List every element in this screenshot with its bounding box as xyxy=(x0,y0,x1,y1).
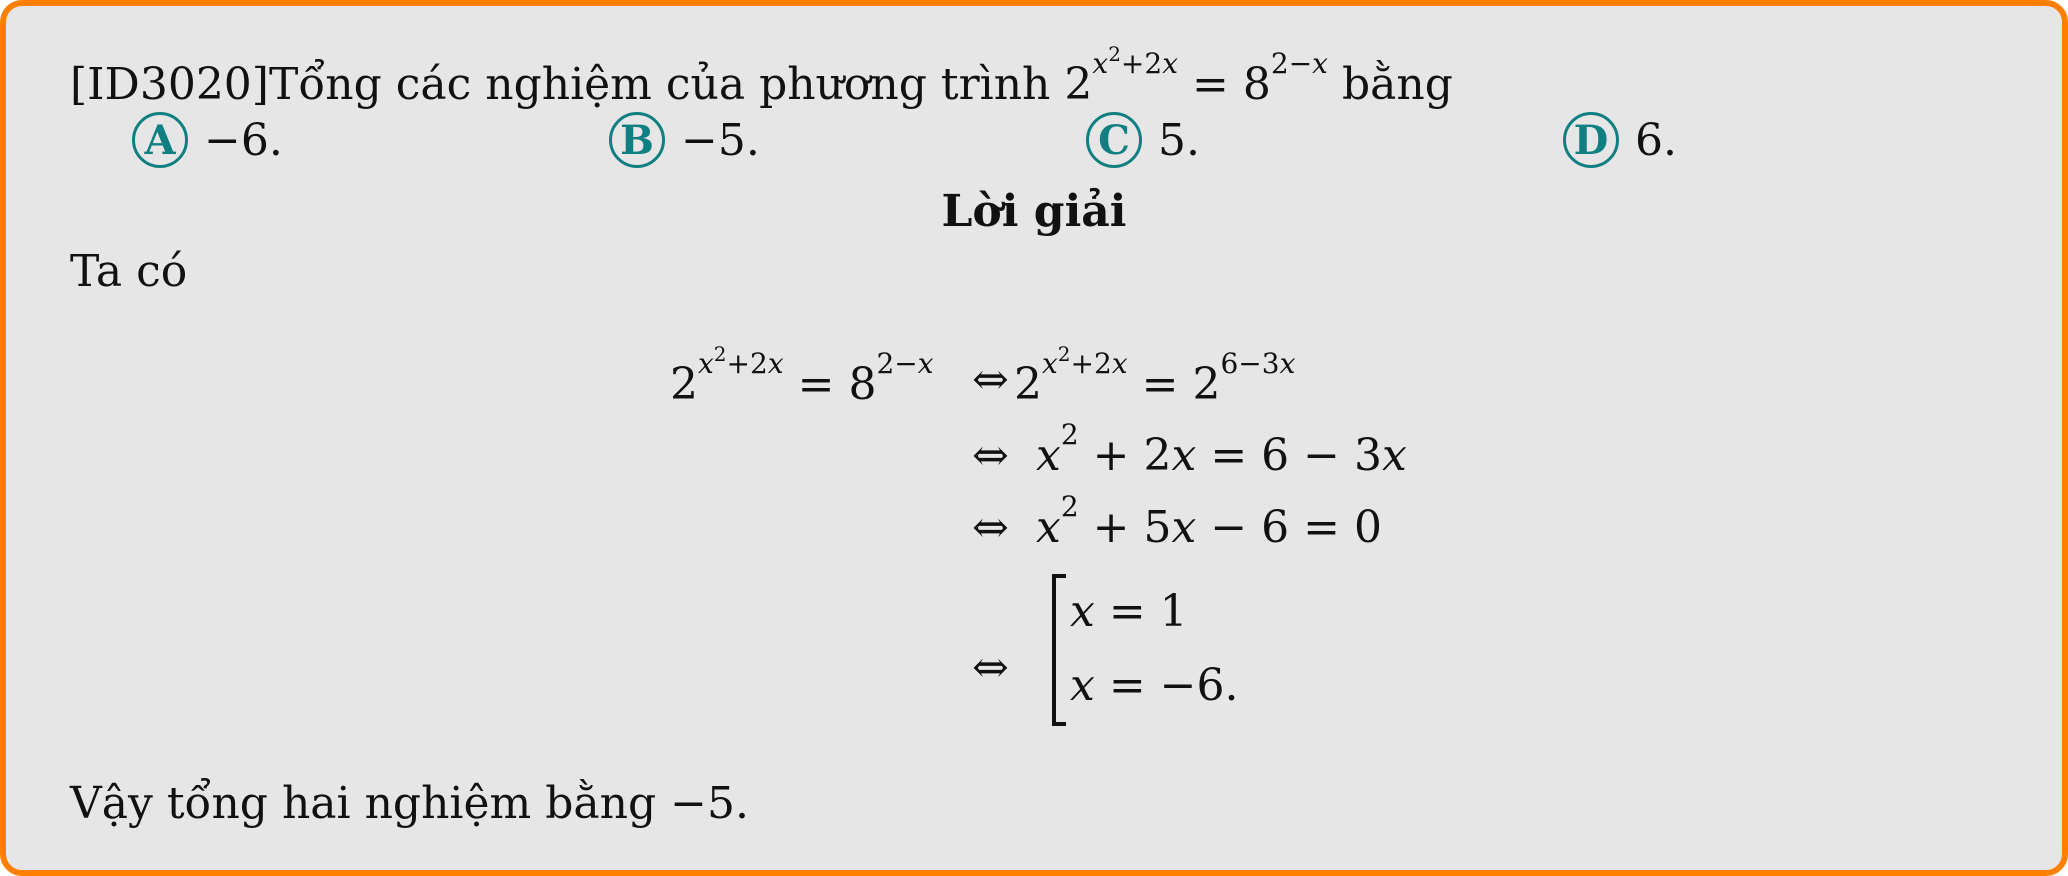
step3: $x^2 + 5x - 6 = 0$ xyxy=(1036,490,1382,553)
case-2: x = −6. xyxy=(1070,660,1239,711)
question-id: [ID3020] xyxy=(70,59,269,110)
equivalence-arrow: ⇔ xyxy=(972,430,1009,481)
solution-intro: Ta có xyxy=(70,246,188,297)
equivalence-arrow: ⇔ xyxy=(972,642,1009,693)
option-a-badge: A xyxy=(132,112,188,168)
option-d[interactable] xyxy=(1563,112,1677,168)
option-b[interactable] xyxy=(609,112,760,168)
question-prompt: Tổng các nghiệm của phương trình xyxy=(268,59,1051,110)
step2: $x^2 + 2x = 6 - 3x$ xyxy=(1036,418,1407,481)
option-d-value: 6. xyxy=(1635,114,1677,166)
option-a[interactable] xyxy=(132,112,283,168)
equation-lhs: $2^{x^2+2x} = 8^{2-x}$ xyxy=(670,342,934,410)
option-c-value: 5. xyxy=(1158,114,1200,166)
solution-heading: Lời giải xyxy=(941,186,1127,237)
case-1: x = 1 xyxy=(1070,586,1188,637)
solution-conclusion: Vậy tổng hai nghiệm bằng −5. xyxy=(70,778,749,829)
option-b-badge: B xyxy=(609,112,665,168)
question-tail: bằng xyxy=(1341,59,1453,110)
option-d-badge: D xyxy=(1563,112,1619,168)
equivalence-arrow: ⇔ xyxy=(972,354,1009,405)
step1: $2^{x^2+2x} = 2^{6-3x}$ xyxy=(1014,342,1296,410)
question-text xyxy=(70,42,1453,110)
option-b-value: −5. xyxy=(681,114,760,166)
option-c-badge: C xyxy=(1086,112,1142,168)
equivalence-arrow: ⇔ xyxy=(972,502,1009,553)
solution-bracket xyxy=(1052,574,1066,726)
option-c[interactable] xyxy=(1086,112,1200,168)
question-equation: $2^{x^2+2x} = 8^{2-x}$ xyxy=(1064,42,1328,110)
option-a-value: −6. xyxy=(204,114,283,166)
